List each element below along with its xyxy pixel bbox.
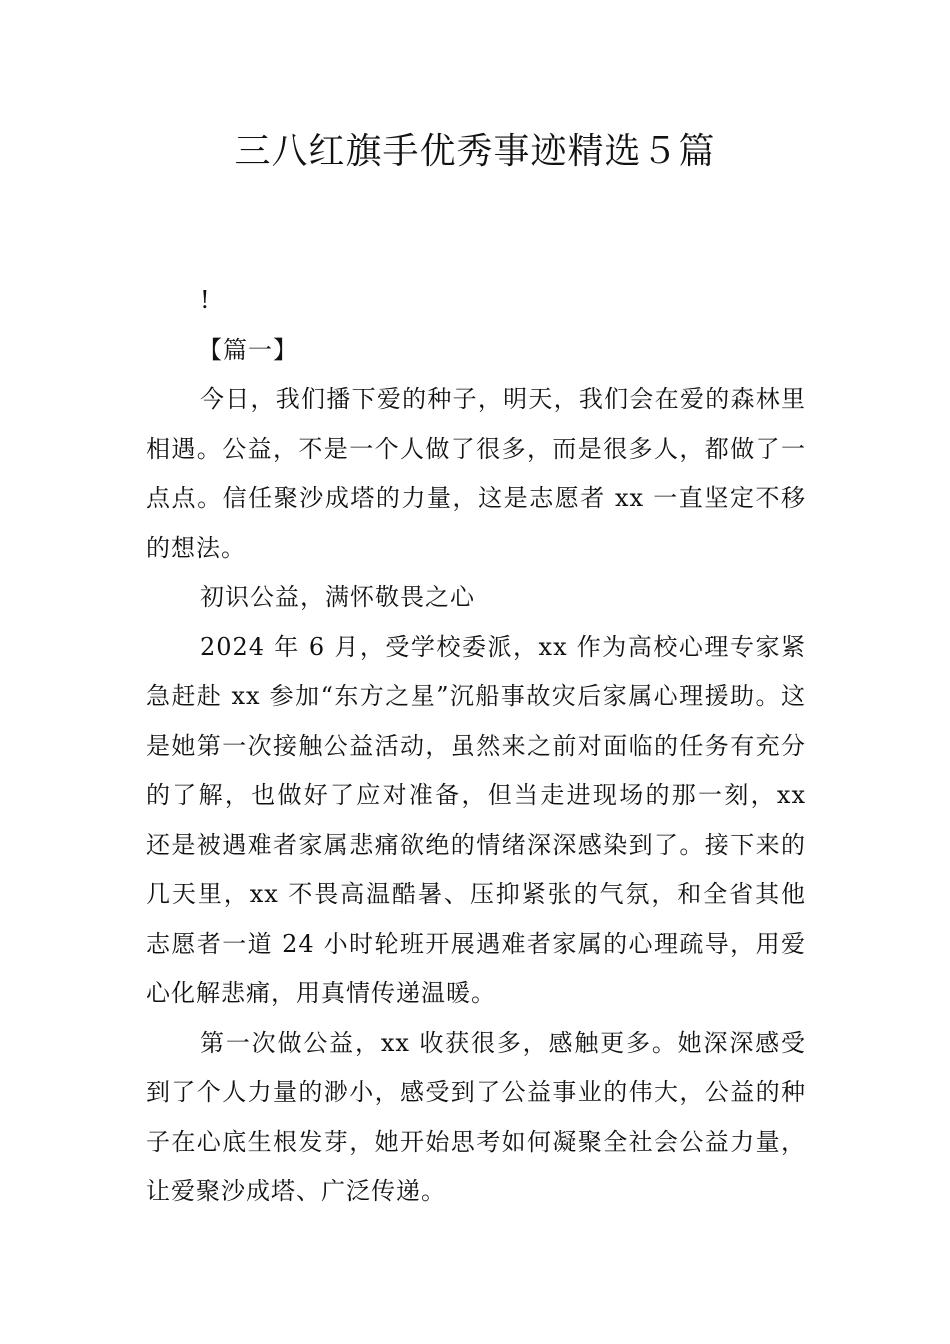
- document-title: 三八红旗手优秀事迹精选５篇: [234, 131, 716, 172]
- document-body: [146, 276, 806, 1217]
- subheading: 初识公益，满怀敬畏之心: [200, 583, 475, 611]
- paragraph-intro: 今日，我们播下爱的种子，明天，我们会在爱的森林里相遇。公益，不是一个人做了很多，而是很多人，都做了一点点。信任聚沙成塔的力量，这是志愿者 xx 一直坚定不移的想法。: [146, 385, 806, 562]
- paragraph-event: 2024 年 6 月，受学校委派，xx 作为高校心理专家紧急赶赴 xx 参加“东方之星”沉船事故灾后家属心理援助。这是她第一次接触公益活动，虽然来之前对面临的任务有充分的了解，也做好了应对准备，但当走进现场的那一刻，xx 还是被遇难者家属悲痛欲绝的情绪深深感染到了。接下来的几天里，xx 不畏高温酷暑、压抑紧张的气氛，和全省其他志愿者一道 24 小时轮班开展遇难者家属的心理疏导，用爱心化解悲痛，用真情传递温暖。: [146, 632, 806, 1007]
- paragraph-reflection: 第一次做公益，xx 收获很多，感触更多。她深深感受到了个人力量的渺小，感受到了公益事业的伟大，公益的种子在心底生根发芽，她开始思考如何凝聚全社会公益力量，让爱聚沙成塔、广泛传递。: [146, 1028, 806, 1205]
- section-heading-part-one: 【篇一】: [198, 335, 298, 364]
- paragraph-exclamation: !: [200, 286, 211, 314]
